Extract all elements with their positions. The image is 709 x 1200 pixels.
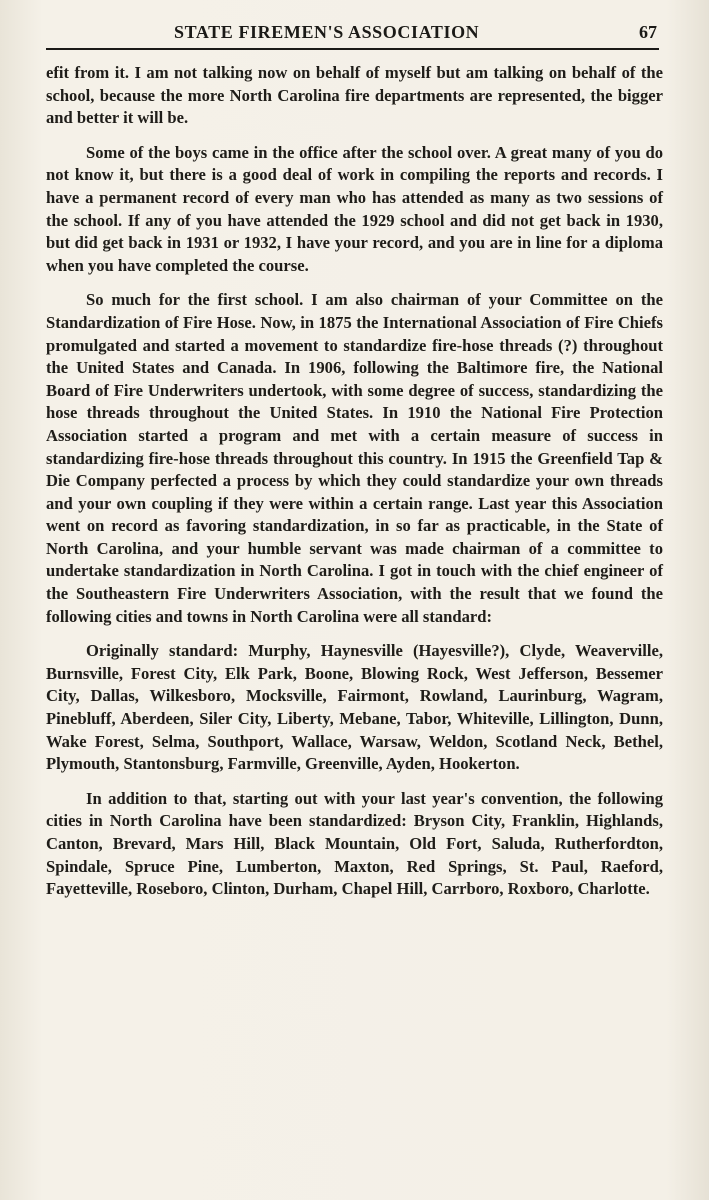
paragraph-continuation: efit from it. I am not talking now on behalf of myself but am talking on behalf of the school, because the more North Carolina fire departments are represented, the bigger and better it will be.: [46, 63, 663, 128]
running-title: STATE FIREMEN'S ASSOCIATION: [174, 22, 480, 42]
paragraph-records: Some of the boys came in the office after the school over. A great many of you do not know it, but there is a good deal of work in compiling the reports and records. I have a permanent record of every man who has attended as many as two sessions of the school. If any of you have attended the 1929 school and did not get back in 1930, but did get back in 1931 or 1932, I have your record, and you are in line for a diploma when you have completed the course.: [46, 142, 663, 275]
paragraph-originally-standard: Originally standard: Murphy, Haynesville (Hayesville?), Clyde, Weaverville, Burnsville, Forest City, Elk Park, Boone, Blowing Rock, West Jefferson, Bessemer City, Dallas, Wilkesboro, Mocksville, Fairmont, Rowland, Laurinburg, Wagram, Pinebluff, Aberdeen, Siler City, Liberty, Mebane, Tabor, Whiteville, Lillington, Dunn, Wake Forest, Selma, Southport, Wallace, Warsaw, Weldon, Scotland Neck, Bethel, Plymouth, Stantonsburg, Farmville, Greenville, Ayden, Hookerton.: [46, 641, 663, 774]
paragraph-newly-standardized: In addition to that, starting out with your last year's convention, the following cities in North Carolina have been standardized: Bryson City, Franklin, Highlands, Canton, Brevard, Mars Hill, Black Mountain, Old Fort, Saluda, Rutherfordton, Spindale, Spruce Pine, Lumberton, Maxton, Red Springs, St. Paul, Raeford, Fayetteville, Roseboro, Clinton, Durham, Chapel Hill, Carrboro, Roxboro, Charlotte.: [46, 788, 663, 899]
paragraph-standardization: So much for the first school. I am also chairman of your Committee on the Standardization of Fire Hose. Now, in 1875 the International Association of Fire Chiefs promulgated and started a movement to standardize fire-hose threads (?) throughout the United States and Canada. In 1906, following the Baltimore fire, the National Board of Fire Underwriters undertook, with some degree of success, standardizing the hose threads throughout the United States. In 1910 the National Fire Protection Association started a program and met with a certain measure of success in standardizing fire-hose threads throughout this country. In 1915 the Greenfield Tap & Die Company perfected a process by which they could standardize your own threads and your own coupling if they were within a certain range. Last year this Association went on record as favoring standardization, in so far as practicable, in the State of North Carolina, and your humble servant was made chairman of a committee to undertake standardization in North Carolina. I got in touch with the chief engineer of the Southeastern Fire Underwriters Association, with the result that we found the following cities and towns in North Carolina were all standard:: [46, 290, 663, 626]
page-number: 67: [639, 22, 657, 42]
body-text: [46, 62, 663, 901]
running-header: [46, 18, 659, 50]
